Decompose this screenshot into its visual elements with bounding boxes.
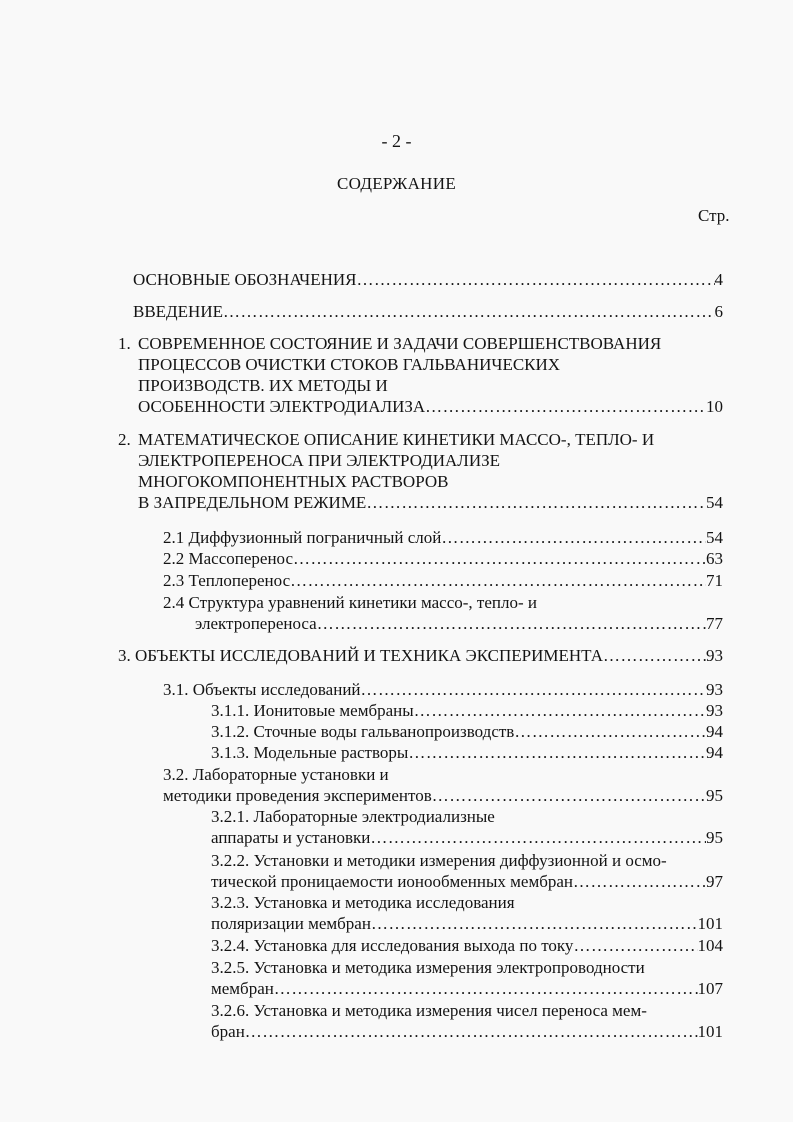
page-ref: 101 xyxy=(697,914,723,933)
leader-dots xyxy=(356,269,714,290)
leader-dots xyxy=(408,742,706,763)
page-ref: 54 xyxy=(706,528,723,547)
toc-entry-section-2-4: 2.4 Структура уравнений кинетики массо-, тепло- и электропереноса …………………………………………………………………………………………………………………………………… 77 xyxy=(163,592,723,634)
toc-entry-chapter-1: 1. СОВРЕМЕННОЕ СОСТОЯНИЕ И ЗАДАЧИ СОВЕРШЕНСТВОВАНИЯ ПРОЦЕССОВ ОЧИСТКИ СТОКОВ ГАЛЬВАНИЧЕСКИХ ПРОИЗВОДСТВ. ИХ МЕТОДЫ И ОСОБЕННОСТИ ЭЛЕКТРОДИАЛИЗА …………………………………………………………………………………………………………………………………… 10 xyxy=(138,333,723,417)
leader-dots xyxy=(274,978,698,999)
toc-entry-section-3-2-6: 3.2.6. Установка и методика измерения чисел переноса мем- бран …………………………………………………………………………………………………………………………………… 101 xyxy=(211,1000,723,1042)
leader-dots xyxy=(317,613,706,634)
toc-entry-section-3-2-5: 3.2.5. Установка и методика измерения электропроводности мембран …………………………………………………………………………………………………………………………………… 107 xyxy=(211,957,723,999)
leader-dots xyxy=(425,396,706,417)
leader-dots xyxy=(573,871,706,892)
toc-entry-intro: ВВЕДЕНИЕ …………………………………………………………………………………………………………………………………… 6 xyxy=(133,301,723,322)
page-ref: 10 xyxy=(706,397,723,416)
page-ref: 77 xyxy=(706,614,723,633)
leader-dots xyxy=(370,827,706,848)
toc-entry-section-3-2-3: 3.2.3. Установка и методика исследования поляризации мембран …………………………………………………………………………………………………………………………………… 101 xyxy=(211,892,723,934)
page-ref: 95 xyxy=(706,828,723,847)
page-title: СОДЕРЖАНИЕ xyxy=(336,174,457,193)
chapter-number: 1. xyxy=(118,334,131,353)
page-ref: 94 xyxy=(706,743,723,762)
leader-dots xyxy=(245,1021,698,1042)
leader-dots xyxy=(223,301,715,322)
leader-dots xyxy=(573,935,697,956)
leader-dots xyxy=(366,492,706,513)
leader-dots xyxy=(432,785,706,806)
toc-entry-section-3-2: 3.2. Лабораторные установки и методики проведения экспериментов …………………………………………………………………………………………………………………………………… 95 xyxy=(163,764,723,806)
toc-entry-chapter-2: 2. МАТЕМАТИЧЕСКОЕ ОПИСАНИЕ КИНЕТИКИ МАССО-, ТЕПЛО- И ЭЛЕКТРОПЕРЕНОСА ПРИ ЭЛЕКТРОДИАЛИЗЕ МНОГОКОМПОНЕНТНЫХ РАСТВОРОВ В ЗАПРЕДЕЛЬНОМ РЕЖИМЕ …………………………………………………………………………………………………………………………………… 54 xyxy=(138,429,723,513)
page-ref: 94 xyxy=(706,722,723,741)
page-ref: 93 xyxy=(706,680,723,699)
leader-dots xyxy=(361,679,706,700)
page-ref: 93 xyxy=(706,646,723,665)
leader-dots xyxy=(371,913,698,934)
toc-entry-section-2-2: 2.2 Массоперенос …………………………………………………………………………………………………………………………………… 63 xyxy=(163,548,723,569)
leader-dots xyxy=(514,721,706,742)
toc-entry-section-3-2-2: 3.2.2. Установки и методики измерения диффузионной и осмо- тической проницаемости ионообменных мембран …………………………………………………………………………………………………………………………………… 97 xyxy=(211,850,723,892)
page-ref: 101 xyxy=(697,1022,723,1041)
page-ref: 107 xyxy=(697,979,723,998)
toc-entry-section-3-1-3: 3.1.3. Модельные растворы …………………………………………………………………………………………………………………………………… 94 xyxy=(211,742,723,763)
toc-entry-section-3-1-1: 3.1.1. Ионитовые мембраны …………………………………………………………………………………………………………………………………… 93 xyxy=(211,700,723,721)
toc-entry-section-2-1: 2.1 Диффузионный пограничный слой …………………………………………………………………………………………………………………………………… 54 xyxy=(163,527,723,548)
page-number: - 2 - xyxy=(381,131,412,151)
toc-entry-chapter-3: 3. ОБЪЕКТЫ ИССЛЕДОВАНИЙ И ТЕХНИКА ЭКСПЕРИМЕНТА …………………………………………………………………………………………………………………………………… 93 xyxy=(118,645,723,666)
toc-entry-section-3-2-1: 3.2.1. Лабораторные электродиализные аппараты и установки …………………………………………………………………………………………………………………………………… 95 xyxy=(211,806,723,848)
leader-dots xyxy=(414,700,706,721)
page-ref: 93 xyxy=(706,701,723,720)
page-ref: 97 xyxy=(706,872,723,891)
page-ref: 4 xyxy=(714,270,723,289)
toc-entry-designations: ОСНОВНЫЕ ОБОЗНАЧЕНИЯ …………………………………………………………………………………………………………………………………… 4 xyxy=(133,269,723,290)
leader-dots xyxy=(603,645,706,666)
page-ref: 54 xyxy=(706,493,723,512)
toc-entry-section-3-2-4: 3.2.4. Установка для исследования выхода по току …………………………………………………………………………………………………………………………………… 104 xyxy=(211,935,723,956)
chapter-number: 2. xyxy=(118,430,131,449)
toc-entry-section-3-1: 3.1. Объекты исследований …………………………………………………………………………………………………………………………………… 93 xyxy=(163,679,723,700)
toc-entry-section-3-1-2: 3.1.2. Сточные воды гальванопроизводств …………………………………………………………………………………………………………………………………… 94 xyxy=(211,721,723,742)
leader-dots xyxy=(290,570,706,591)
page-ref: 95 xyxy=(706,786,723,805)
page-column-label: Стр. xyxy=(698,206,730,225)
page-ref: 71 xyxy=(706,571,723,590)
toc-entry-section-2-3: 2.3 Теплоперенос …………………………………………………………………………………………………………………………………… 71 xyxy=(163,570,723,591)
page-ref: 104 xyxy=(697,936,723,955)
page-ref: 6 xyxy=(714,302,723,321)
leader-dots xyxy=(293,548,706,569)
leader-dots xyxy=(441,527,706,548)
page-ref: 63 xyxy=(706,549,723,568)
